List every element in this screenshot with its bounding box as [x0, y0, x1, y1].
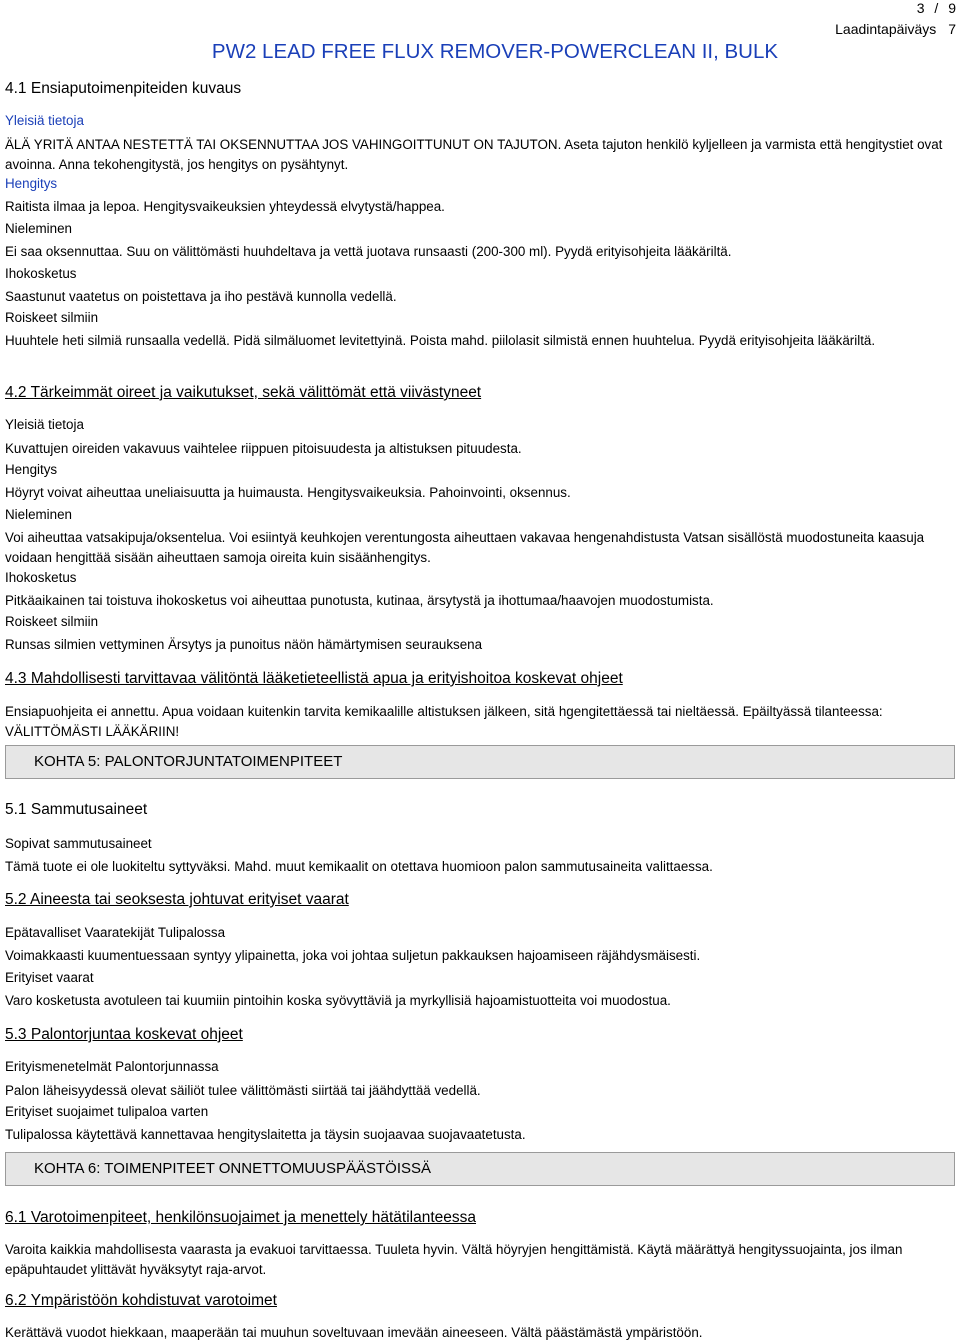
- section-5-title: KOHTA 5: PALONTORJUNTATOIMENPITEET: [34, 753, 343, 770]
- s42-inhalation-text: Höyryt voivat aiheuttaa uneliaisuutta ja huimausta. Hengitysvaikeuksia. Pahoinvointi, oksennus.: [5, 485, 571, 500]
- page-total: 9: [948, 0, 956, 16]
- s42-general-label: Yleisiä tietoja: [5, 417, 84, 432]
- s43-text: Ensiapuohjeita ei annettu. Apua voidaan kuitenkin tarvita kemikaalille altistuksen jälkeen, sitä hgengitettäessä tai nieltäessä. Epäiltyässä tilanteessa: VÄLITTÖMÄSTI LÄÄKÄRIIN!: [5, 704, 883, 739]
- s51-label: Sopivat sammutusaineet: [5, 836, 152, 851]
- section-5-1-heading: 5.1 Sammutusaineet: [5, 801, 148, 818]
- date-value: 7: [948, 21, 956, 37]
- page-separator: /: [934, 0, 939, 16]
- s42-skin-text: Pitkäaikainen tai toistuva ihokosketus voi aiheuttaa punotusta, kutinaa, ärsytystä ja ihottumaa/haavojen muodostumista.: [5, 593, 714, 608]
- s41-inhalation-text: Raitista ilmaa ja lepoa. Hengitysvaikeuksien yhteydessä elvytystä/happea.: [5, 199, 445, 214]
- s41-eye-text: Huuhtele heti silmiä runsaalla vedellä. Pidä silmäluomet levitettyinä. Poista mahd. piilolasit silmistä ennen huuhtelua. Pyydä erityisohjeita lääkäriltä.: [5, 333, 876, 348]
- s53-methods-label: Erityismenetelmät Palontorjunnassa: [5, 1059, 219, 1074]
- revision-date: [835, 21, 956, 37]
- section-5-banner: [5, 745, 955, 779]
- s41-ingestion-text: Ei saa oksennuttaa. Suu on välittömästi huuhdeltava ja vettä juotava runsaasti (200-300 ml). Pyydä erityisohjeita lääkäriltä.: [5, 244, 732, 259]
- page-current: 3: [916, 0, 925, 16]
- s52-unusual-label: Epätavalliset Vaaratekijät Tulipalossa: [5, 925, 226, 940]
- s41-ingestion-label: Nieleminen: [5, 221, 72, 236]
- s42-ingestion-label: Nieleminen: [5, 507, 72, 522]
- section-6-title: KOHTA 6: TOIMENPITEET ONNETTOMUUSPÄÄSTÖISSÄ: [34, 1160, 432, 1177]
- s53-methods-text: Palon läheisyydessä olevat säiliöt tulee välittömästi siirtää tai jäähdyttää vedellä.: [5, 1083, 481, 1098]
- section-5-2-heading: 5.2 Aineesta tai seoksesta johtuvat erityiset vaarat: [5, 891, 349, 908]
- s53-equipment-label: Erityiset suojaimet tulipaloa varten: [5, 1104, 209, 1119]
- s42-inhalation-label: Hengitys: [5, 462, 58, 477]
- section-6-2-heading: 6.2 Ympäristöön kohdistuvat varotoimet: [5, 1292, 277, 1309]
- s42-ingestion-text: Voi aiheuttaa vatsakipuja/oksentelua. Voi esiintyä keuhkojen verentungosta aiheuttaen vakavaa hengenahdistusta Vatsan sisällöstä muodostuneita kaasuja voidaan hengittää sisään aiheuttaen samoja oireita kuin sisäänhengitys.: [5, 530, 925, 565]
- section-4-3-heading: 4.3 Mahdollisesti tarvittavaa välitöntä lääketieteellistä apua ja erityishoitoa koskevat ohjeet: [5, 670, 623, 687]
- product-title: PW2 LEAD FREE FLUX REMOVER-POWERCLEAN II, BULK: [211, 40, 779, 63]
- s42-general-text: Kuvattujen oireiden vakavuus vaihtelee riippuen pitoisuudesta ja altistuksen pituudesta.: [5, 441, 522, 456]
- section-4-1-heading: 4.1 Ensiaputoimenpiteiden kuvaus: [5, 80, 242, 97]
- s42-eye-label: Roiskeet silmiin: [5, 614, 99, 629]
- s52-specific-text: Varo kosketusta avotuleen tai kuumiin pintoihin koska syövyttäviä ja myrkyllisiä hajoamistuotteita voi muodostua.: [5, 993, 671, 1008]
- section-4-2-heading: 4.2 Tärkeimmät oireet ja vaikutukset, sekä välittömät että viivästyneet: [5, 384, 482, 401]
- s41-skin-text: Saastunut vaatetus on poistettava ja iho pestävä kunnolla vedellä.: [5, 289, 397, 304]
- date-label: Laadintapäiväys: [835, 21, 937, 37]
- s51-text: Tämä tuote ei ole luokiteltu syttyväksi. Mahd. muut kemikaalit on otettava huomioon palon sammutusaineita valittaessa.: [5, 859, 713, 874]
- section-6-1-heading: 6.1 Varotoimenpiteet, henkilönsuojaimet ja menettely hätätilanteessa: [5, 1209, 477, 1226]
- s61-text: Varoita kaikkia mahdollisesta vaarasta ja evakuoi tarvittaessa. Tuuleta hyvin. Vältä höyryjen hengittämistä. Käytä määrättyä hengityssuojainta, jos ilman epäpuhtaudet ylittävät hyväksytyt raja-arvot.: [5, 1242, 903, 1277]
- s52-unusual-text: Voimakkaasti kuumentuessaan syntyy ylipainetta, joka voi johtaa suljetun pakkauksen hajoamiseen räjähdysmäisesti.: [5, 948, 701, 963]
- s41-general-text: ÄLÄ YRITÄ ANTAA NESTETTÄ TAI OKSENNUTTAA JOS VAHINGOITTUNUT ON TAJUTON. Aseta tajuton henkilö kyljelleen ja varmista että hengitystiet ovat avoinna. Anna tekohengitystä, jos hengitys on pysähtynyt.: [5, 137, 943, 172]
- s41-general-label: Yleisiä tietoja: [5, 113, 84, 128]
- s42-eye-text: Runsas silmien vettyminen Ärsytys ja punoitus näön hämärtymisen seurauksena: [5, 637, 483, 652]
- section-5-3-heading: 5.3 Palontorjuntaa koskevat ohjeet: [5, 1026, 243, 1043]
- s41-inhalation-label: Hengitys: [5, 176, 58, 191]
- s53-equipment-text: Tulipalossa käytettävä kannettavaa hengityslaitetta ja täysin suojaavaa suojavaatetusta.: [5, 1127, 526, 1142]
- page-number: [917, 0, 956, 16]
- s52-specific-label: Erityiset vaarat: [5, 970, 94, 985]
- s42-skin-label: Ihokosketus: [5, 570, 77, 585]
- section-6-banner: [5, 1152, 955, 1186]
- s41-eye-label: Roiskeet silmiin: [5, 310, 99, 325]
- s62-text: Kerättävä vuodot hiekkaan, maaperään tai muuhun soveltuvaan imevään aineeseen. Vältä päästämästä ympäristöön.: [5, 1325, 703, 1340]
- s41-skin-label: Ihokosketus: [5, 266, 77, 281]
